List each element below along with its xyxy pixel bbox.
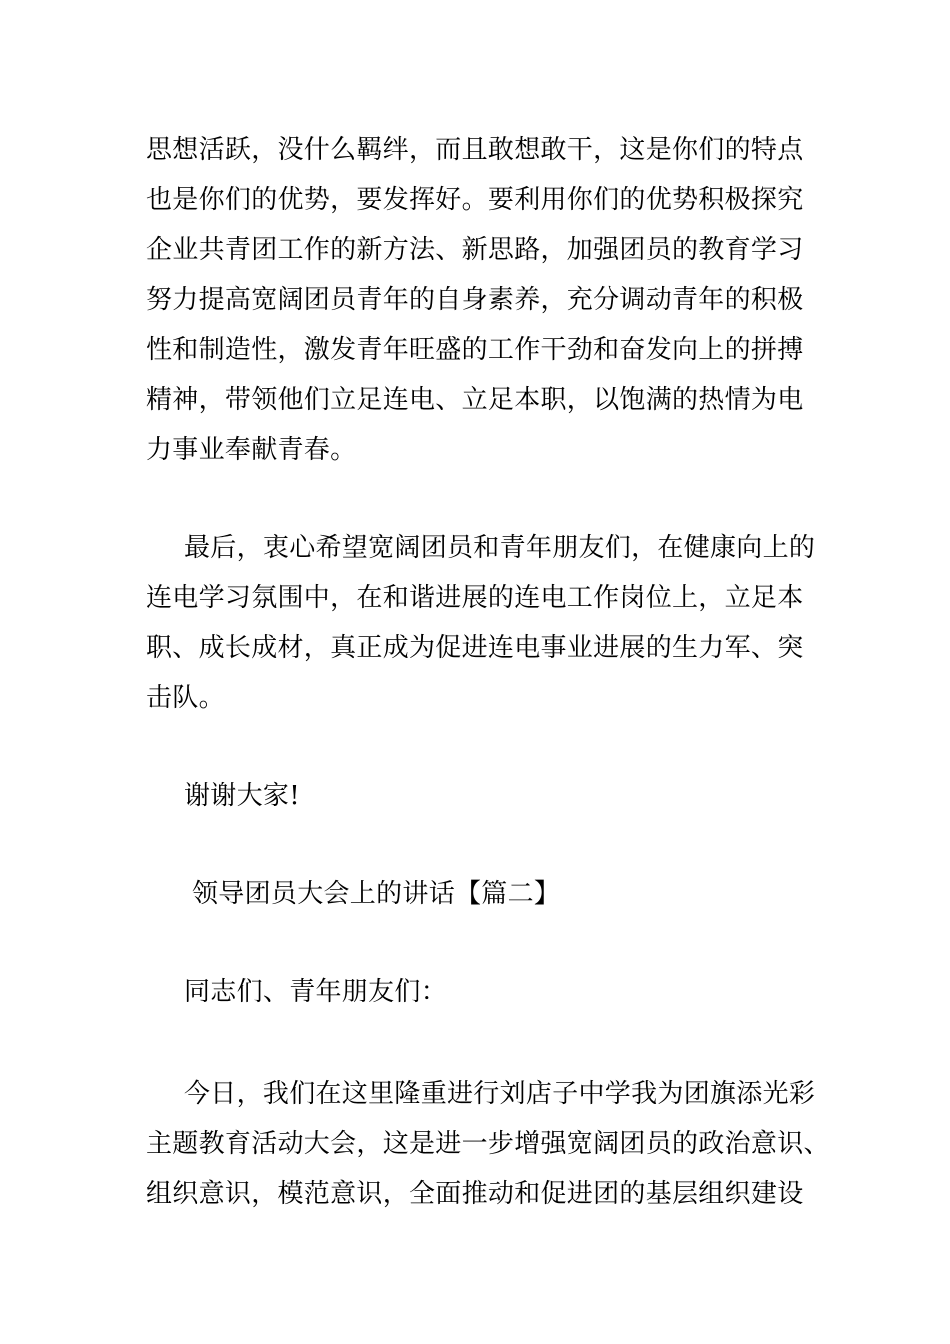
paragraph-1-line-5: 性和制造性，激发青年旺盛的工作干劲和奋发向上的拼搏	[146, 335, 804, 365]
paragraph-3-line-2: 主题教育活动大会，这是进一步增强宽阔团员的政治意识、	[146, 1129, 830, 1159]
paragraph-3-line-1: 今日，我们在这里隆重进行刘店子中学我为团旗添光彩	[184, 1079, 816, 1109]
section-heading: 领导团员大会上的讲话【篇二】	[192, 879, 561, 909]
paragraph-1-line-2: 也是你们的优势，要发挥好。要利用你们的优势积极探究	[146, 185, 804, 215]
paragraph-2-line-4: 击队。	[146, 683, 225, 713]
paragraph-1-line-7: 力事业奉献青春。	[146, 435, 357, 465]
paragraph-1-line-4: 努力提高宽阔团员青年的自身素养，充分调动青年的积极	[146, 285, 804, 315]
paragraph-2-line-1: 最后，衷心希望宽阔团员和青年朋友们，在健康向上的	[184, 533, 816, 563]
paragraph-1-line-6: 精神，带领他们立足连电、立足本职，以饱满的热情为电	[146, 385, 804, 415]
paragraph-3-line-3: 组织意识，模范意识，全面推动和促进团的基层组织建设	[146, 1179, 804, 1209]
paragraph-1-line-1: 思想活跃，没什么羁绊，而且敢想敢干，这是你们的特点	[146, 135, 804, 165]
paragraph-1-line-3: 企业共青团工作的新方法、新思路，加强团员的教育学习	[146, 235, 804, 265]
salutation: 同志们、青年朋友们：	[184, 977, 448, 1007]
paragraph-2-line-3: 职、成长成材，真正成为促进连电事业进展的生力军、突	[146, 633, 804, 663]
paragraph-2-line-2: 连电学习氛围中，在和谐进展的连电工作岗位上，立足本	[146, 583, 804, 613]
closing-thanks: 谢谢大家!	[184, 781, 300, 811]
